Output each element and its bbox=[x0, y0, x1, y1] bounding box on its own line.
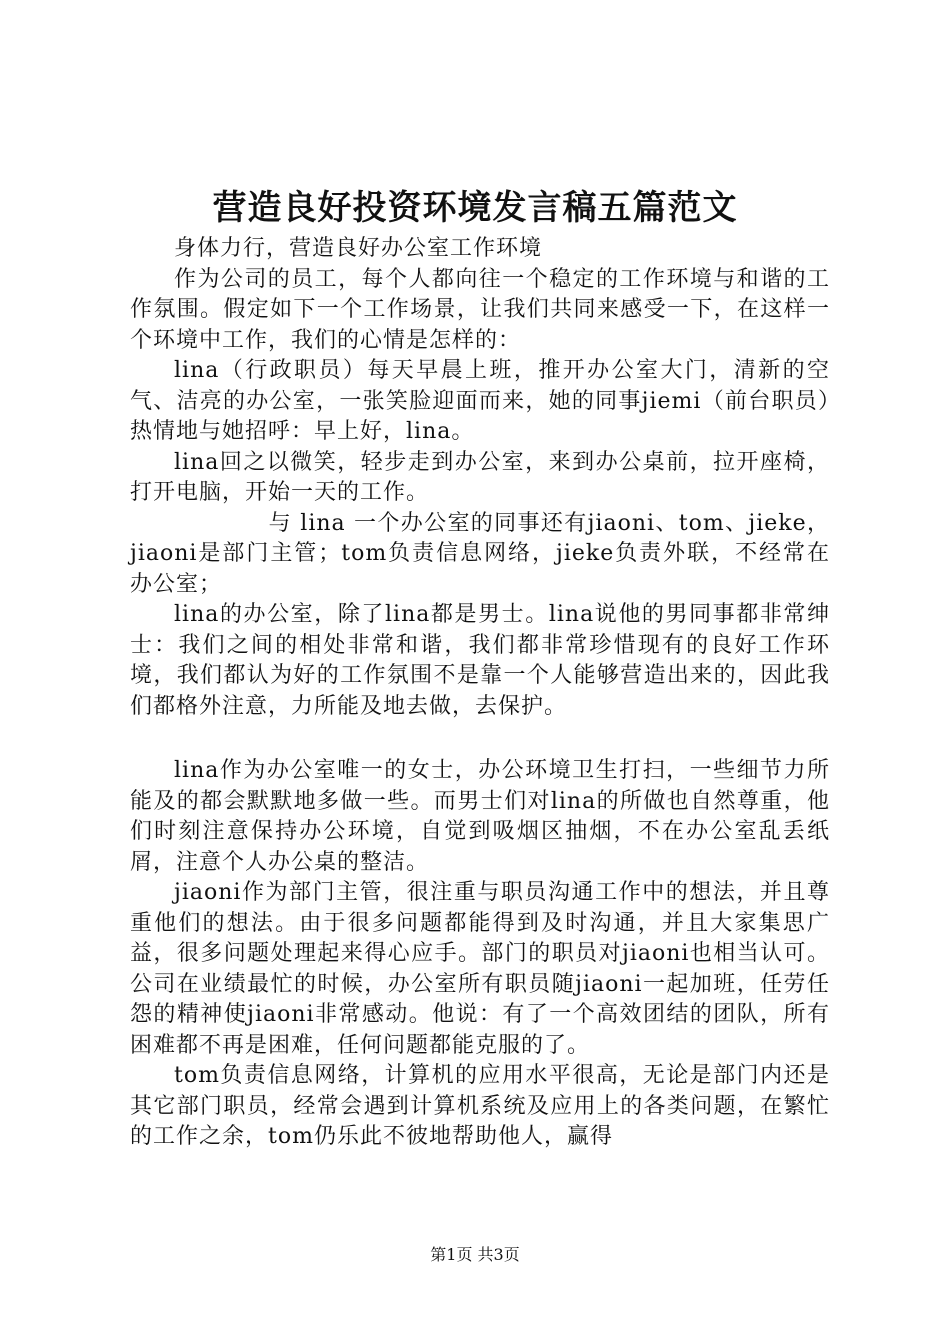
paragraph-7: lina作为办公室唯一的女士，办公环境卫生打扫，一些细节力所能及的都会默默地多做一些。而男士们对lina的所做也自然尊重，他们时刻注意保持办公环境，自觉到吸烟区抽烟，不在办公室乱丢纸屑，注意个人办公桌的整洁。 bbox=[130, 758, 830, 875]
document-title: 营造良好投资环境发言稿五篇范文 bbox=[212, 188, 738, 228]
paragraph-8: jiaoni作为部门主管，很注重与职员沟通工作中的想法，并且尊重他们的想法。由于很多问题都能得到及时沟通，并且大家集思广益，很多问题处理起来得心应手。部门的职员对jiaoni也相当认可。公司在业绩最忙的时候，办公室所有职员随jiaoni一起加班，任劳任怨的精神使jiaoni非常感动。他说：有了一个高效团结的团队，所有困难都不再是困难，任何问题都能克服的了。 bbox=[130, 880, 830, 1058]
page-number-footer: 第1页 共3页 bbox=[430, 1245, 520, 1264]
document-body bbox=[130, 234, 830, 1153]
paragraph-4: lina回之以微笑，轻步走到办公室，来到办公桌前，拉开座椅，打开电脑，开始一天的工作。 bbox=[130, 449, 830, 505]
paragraph-3: lina（行政职员）每天早晨上班，推开办公室大门，清新的空气、洁亮的办公室，一张笑脸迎面而来，她的同事jiemi（前台职员）热情地与她招呼：早上好，lina。 bbox=[130, 358, 830, 444]
paragraph-2: 作为公司的员工，每个人都向往一个稳定的工作环境与和谐的工作氛围。假定如下一个工作场景，让我们共同来感受一下，在这样一个环境中工作，我们的心情是怎样的： bbox=[130, 266, 830, 353]
paragraph-6: lina的办公室，除了lina都是男士。lina说他的男同事都非常绅士：我们之间的相处非常和谐，我们都非常珍惜现有的良好工作环境，我们都认为好的工作氛围不是靠一个人能够营造出来的，因此我们都格外注意，力所能及地去做，去保护。 bbox=[130, 602, 830, 719]
paragraph-9: tom负责信息网络，计算机的应用水平很高，无论是部门内还是其它部门职员，经常会遇到计算机系统及应用上的各类问题，在繁忙的工作之余，tom仍乐此不彼地帮助他人，赢得 bbox=[130, 1063, 830, 1149]
paragraph-5: 与 lina 一个办公室的同事还有jiaoni、tom、jieke，jiaoni是部门主管；tom负责信息网络，jieke负责外联，不经常在办公室； bbox=[130, 510, 830, 597]
paragraph-1: 身体力行，营造良好办公室工作环境 bbox=[174, 236, 543, 261]
